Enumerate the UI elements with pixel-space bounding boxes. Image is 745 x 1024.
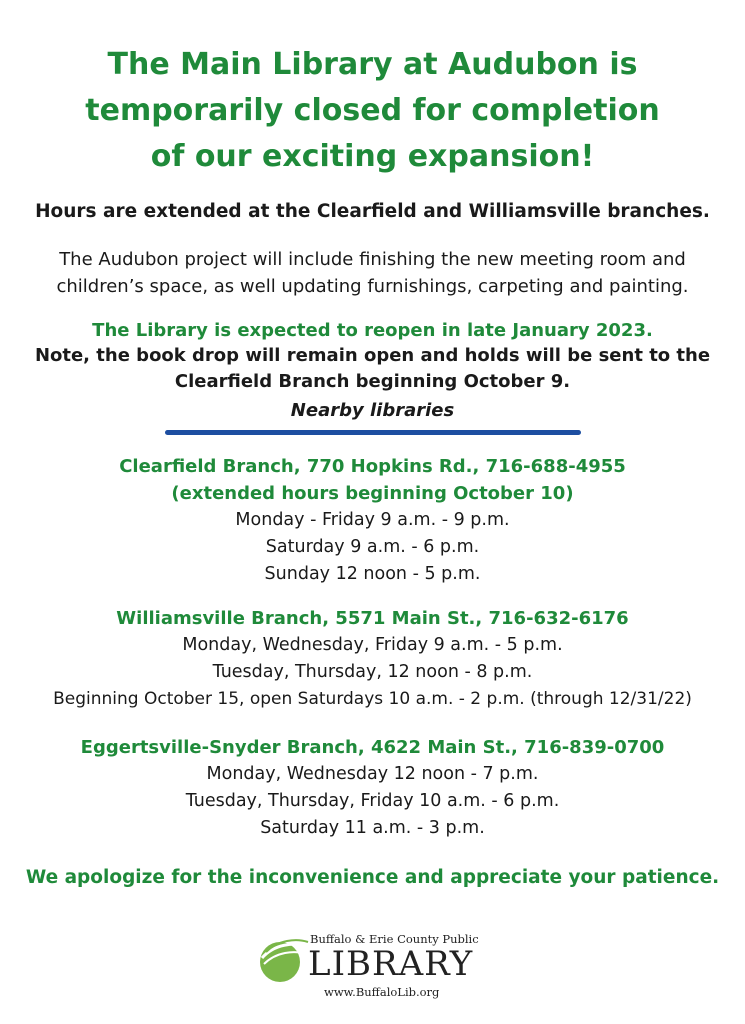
hours-line: Tuesday, Thursday, 12 noon - 8 p.m. — [212, 662, 533, 682]
branch-williamsville — [10, 605, 735, 713]
reopen-notice: The Library is expected to reopen in late January 2023. — [92, 320, 653, 341]
leaf-logo-icon — [258, 934, 310, 986]
branch-name: Clearfield Branch, 770 Hopkins Rd., 716-688-4955 — [119, 456, 626, 477]
branch-eggertsville-snyder — [10, 734, 735, 842]
apology-message: We apologize for the inconvenience and appreciate your patience. — [25, 867, 720, 888]
logo-wordmark: LIBRARY — [308, 944, 474, 984]
hours-line: Sunday 12 noon - 5 p.m. — [264, 564, 481, 584]
branch-name: Williamsville Branch, 5571 Main St., 716-632-6176 — [116, 608, 629, 629]
hours-line: Saturday 9 a.m. - 6 p.m. — [265, 537, 480, 557]
hours-line: Monday - Friday 9 a.m. - 9 p.m. — [235, 510, 510, 530]
branch-name: Eggertsville-Snyder Branch, 4622 Main St., 716-839-0700 — [80, 737, 665, 758]
hours-line: Monday, Wednesday 12 noon - 7 p.m. — [206, 764, 539, 784]
branch-clearfield — [10, 453, 735, 588]
library-logo — [258, 930, 488, 1010]
branch-subtitle: (extended hours beginning October 10) — [171, 483, 574, 504]
logo-top-text: Buffalo & Erie County Public — [310, 932, 479, 946]
project-description — [20, 246, 725, 300]
note-line-2: Clearfield Branch beginning October 9. — [174, 371, 571, 392]
logo-url[interactable]: www.BuffaloLib.org — [324, 985, 440, 999]
section-divider — [165, 430, 581, 435]
project-line-1: The Audubon project will include finishing the new meeting room and — [59, 249, 686, 270]
headline-line-2: temporarily closed for completion — [85, 93, 660, 128]
project-line-2: children’s space, as well updating furnishings, carpeting and painting. — [56, 276, 689, 297]
hours-line: Monday, Wednesday, Friday 9 a.m. - 5 p.m. — [182, 635, 563, 655]
extended-hours-notice: Hours are extended at the Clearfield and Williamsville branches. — [35, 201, 710, 222]
nearby-libraries-title: Nearby libraries — [290, 400, 455, 421]
headline — [40, 42, 705, 180]
headline-line-1: The Main Library at Audubon is — [107, 47, 638, 82]
hours-line: Saturday 11 a.m. - 3 p.m. — [260, 818, 485, 838]
hours-line: Tuesday, Thursday, Friday 10 a.m. - 6 p.m. — [185, 791, 560, 811]
hours-line: Beginning October 15, open Saturdays 10 a.m. - 2 p.m. (through 12/31/22) — [53, 689, 692, 709]
book-drop-note — [20, 343, 725, 395]
note-line-1: Note, the book drop will remain open and holds will be sent to the — [34, 345, 711, 366]
headline-line-3: of our exciting expansion! — [150, 139, 595, 174]
